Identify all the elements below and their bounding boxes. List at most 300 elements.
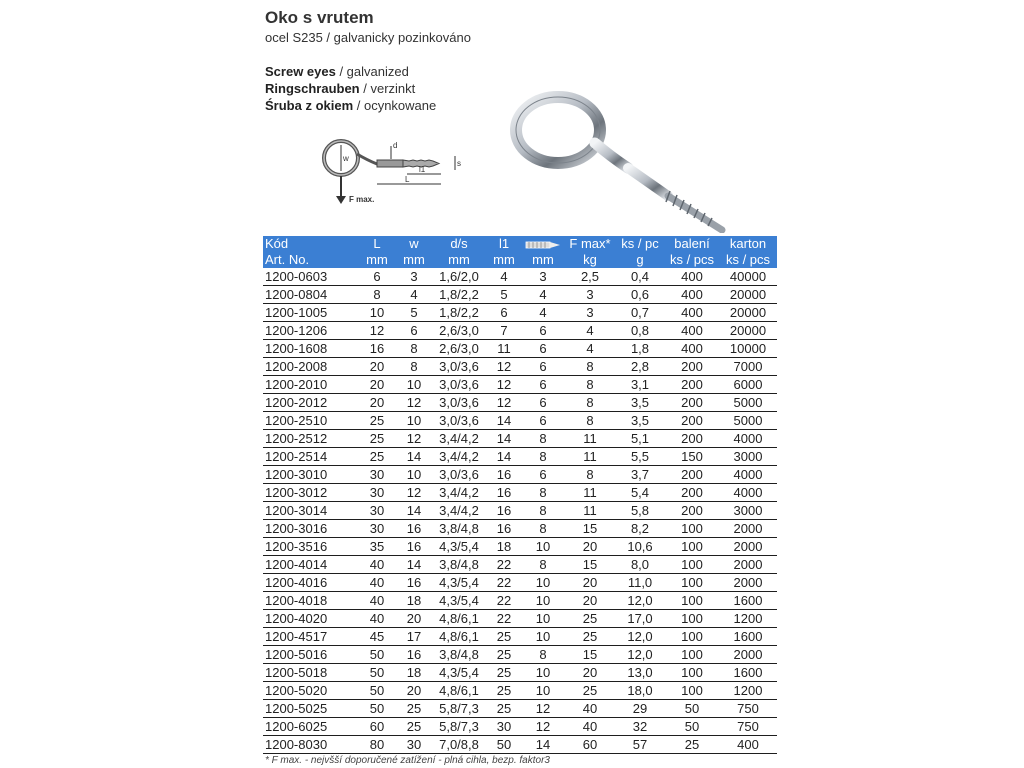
table-cell: 15: [565, 646, 615, 664]
table-cell: 100: [665, 574, 719, 592]
table-cell: 1600: [719, 628, 777, 646]
table-row: [263, 520, 777, 538]
table-cell: 2000: [719, 520, 777, 538]
table-cell: 5000: [719, 412, 777, 430]
table-cell: 5,8/7,3: [431, 700, 487, 718]
table-cell: 1200-2012: [263, 394, 357, 412]
table-cell: 3,8/4,8: [431, 556, 487, 574]
table-cell: 50: [357, 664, 397, 682]
table-row: [263, 430, 777, 448]
table-cell: 8: [397, 358, 431, 376]
table-cell: 50: [665, 700, 719, 718]
table-cell: 4: [565, 340, 615, 358]
table-cell: 10: [397, 466, 431, 484]
table-cell: 100: [665, 628, 719, 646]
table-cell: 8: [565, 376, 615, 394]
table-cell: 25: [397, 700, 431, 718]
table-cell: 40: [357, 610, 397, 628]
table-cell: 6: [521, 322, 565, 340]
table-cell: 200: [665, 412, 719, 430]
table-row: [263, 718, 777, 736]
table-cell: 3,1: [615, 376, 665, 394]
table-cell: 1200-5018: [263, 664, 357, 682]
table-cell: 4,3/5,4: [431, 592, 487, 610]
table-cell: 1200-1608: [263, 340, 357, 358]
table-cell: 2,8: [615, 358, 665, 376]
table-cell: 25: [565, 610, 615, 628]
table-cell: 8,2: [615, 520, 665, 538]
table-cell: 20: [357, 358, 397, 376]
table-cell: 100: [665, 538, 719, 556]
table-row: [263, 394, 777, 412]
table-header-row: [263, 236, 777, 252]
table-row: [263, 412, 777, 430]
header-unit-pack: ks / pcs: [669, 252, 715, 267]
table-cell: 2,5: [565, 268, 615, 286]
header-unit-plug: mm: [532, 252, 554, 267]
table-cell: 0,6: [615, 286, 665, 304]
diagram-L-label: L: [405, 175, 410, 184]
table-cell: 2,6/3,0: [431, 340, 487, 358]
table-cell: 400: [665, 304, 719, 322]
table-cell: 20000: [719, 286, 777, 304]
table-cell: 8: [565, 394, 615, 412]
table-cell: 1,8/2,2: [431, 304, 487, 322]
table-cell: 3,4/4,2: [431, 502, 487, 520]
table-cell: 5,8: [615, 502, 665, 520]
table-cell: 1,8/2,2: [431, 286, 487, 304]
table-cell: 8: [357, 286, 397, 304]
table-cell: 10: [397, 412, 431, 430]
table-cell: 30: [357, 484, 397, 502]
table-cell: 60: [357, 718, 397, 736]
table-cell: 1200: [719, 610, 777, 628]
table-cell: 3,8/4,8: [431, 520, 487, 538]
table-cell: 4,3/5,4: [431, 664, 487, 682]
table-cell: 25: [487, 700, 521, 718]
table-cell: 4000: [719, 484, 777, 502]
table-cell: 22: [487, 574, 521, 592]
table-row: [263, 466, 777, 484]
header-code: Kód: [265, 236, 289, 251]
table-cell: 20: [357, 394, 397, 412]
table-cell: 150: [665, 448, 719, 466]
diagram-d-label: d: [393, 141, 398, 150]
header-unit-fmax: kg: [583, 252, 597, 267]
table-cell: 200: [665, 376, 719, 394]
table-cell: 3,0/3,6: [431, 358, 487, 376]
table-row: [263, 592, 777, 610]
table-cell: 3: [565, 286, 615, 304]
translation-pl: [265, 98, 436, 113]
table-cell: 10: [521, 592, 565, 610]
table-row: [263, 736, 777, 754]
table-cell: 8: [565, 358, 615, 376]
header-unit-l1: mm: [493, 252, 515, 267]
product-spec-table: [263, 236, 777, 754]
table-cell: 30: [357, 520, 397, 538]
table-row: [263, 502, 777, 520]
header-unit-w: mm: [403, 252, 425, 267]
table-cell: 16: [487, 520, 521, 538]
table-cell: 20000: [719, 304, 777, 322]
table-cell: 10: [521, 628, 565, 646]
table-cell: 1200-3516: [263, 538, 357, 556]
table-cell: 1200-4016: [263, 574, 357, 592]
table-cell: 7,0/8,8: [431, 736, 487, 754]
table-cell: 1200-5016: [263, 646, 357, 664]
table-cell: 25: [565, 628, 615, 646]
table-cell: 25: [357, 430, 397, 448]
table-cell: 4: [565, 322, 615, 340]
table-cell: 10: [521, 664, 565, 682]
table-cell: 6: [521, 412, 565, 430]
table-row: [263, 340, 777, 358]
table-cell: 6: [521, 394, 565, 412]
table-cell: 6: [521, 466, 565, 484]
table-cell: 25: [565, 682, 615, 700]
table-cell: 8: [521, 520, 565, 538]
table-cell: 3,4/4,2: [431, 430, 487, 448]
table-cell: 11: [487, 340, 521, 358]
table-cell: 12: [487, 394, 521, 412]
table-cell: 1200-2008: [263, 358, 357, 376]
table-cell: 100: [665, 664, 719, 682]
table-cell: 4,8/6,1: [431, 628, 487, 646]
table-cell: 20: [397, 682, 431, 700]
translation-pl-rest: / ocynkowane: [353, 98, 437, 113]
table-cell: 60: [565, 736, 615, 754]
table-cell: 50: [487, 736, 521, 754]
table-cell: 6000: [719, 376, 777, 394]
table-cell: 200: [665, 466, 719, 484]
header-carton: karton: [729, 236, 767, 251]
screw-eye-photo: [500, 88, 740, 233]
diagram-s-label: s: [457, 159, 461, 168]
translation-de-bold: Ringschrauben: [265, 81, 360, 96]
table-cell: 25: [357, 448, 397, 466]
table-cell: 25: [487, 628, 521, 646]
table-cell: 8: [565, 466, 615, 484]
header-fmax: F max*: [569, 236, 611, 251]
table-cell: 50: [357, 682, 397, 700]
table-cell: 10: [521, 610, 565, 628]
table-cell: 18: [487, 538, 521, 556]
table-cell: 14: [397, 556, 431, 574]
header-plug: [521, 236, 565, 252]
table-cell: 8: [521, 430, 565, 448]
table-cell: 0,8: [615, 322, 665, 340]
table-cell: 25: [357, 412, 397, 430]
table-cell: 8: [565, 412, 615, 430]
table-cell: 1200-3016: [263, 520, 357, 538]
table-cell: 22: [487, 610, 521, 628]
table-cell: 30: [357, 466, 397, 484]
table-cell: 18: [397, 592, 431, 610]
table-cell: 4: [521, 286, 565, 304]
table-cell: 5: [487, 286, 521, 304]
product-title: Oko s vrutem: [265, 8, 374, 27]
table-cell: 6: [487, 304, 521, 322]
table-cell: 14: [397, 502, 431, 520]
table-cell: 5,4: [615, 484, 665, 502]
table-cell: 5,1: [615, 430, 665, 448]
table-row: [263, 646, 777, 664]
table-cell: 200: [665, 430, 719, 448]
table-cell: 14: [521, 736, 565, 754]
table-cell: 400: [665, 340, 719, 358]
table-row: [263, 556, 777, 574]
translation-de: [265, 81, 415, 96]
table-cell: 750: [719, 700, 777, 718]
header-ds: d/s: [450, 236, 468, 251]
table-cell: 3,4/4,2: [431, 484, 487, 502]
table-cell: 1200-1005: [263, 304, 357, 322]
table-row: [263, 448, 777, 466]
table-cell: 1200-4020: [263, 610, 357, 628]
table-cell: 0,7: [615, 304, 665, 322]
table-cell: 1200-6025: [263, 718, 357, 736]
table-row: [263, 286, 777, 304]
header-pack: balení: [674, 236, 710, 251]
table-cell: 11: [565, 502, 615, 520]
table-cell: 4000: [719, 430, 777, 448]
diagram-w-label: w: [343, 154, 349, 163]
table-cell: 1200-4018: [263, 592, 357, 610]
table-cell: 20: [565, 538, 615, 556]
table-cell: 11: [565, 484, 615, 502]
table-cell: 16: [357, 340, 397, 358]
table-cell: 12: [487, 358, 521, 376]
table-cell: 4,3/5,4: [431, 538, 487, 556]
table-row: [263, 628, 777, 646]
table-cell: 1200-8030: [263, 736, 357, 754]
table-cell: 12: [521, 718, 565, 736]
table-cell: 20: [357, 376, 397, 394]
table-cell: 14: [487, 412, 521, 430]
table-cell: 200: [665, 394, 719, 412]
table-cell: 3,0/3,6: [431, 412, 487, 430]
table-cell: 10: [357, 304, 397, 322]
table-cell: 1200-2514: [263, 448, 357, 466]
table-cell: 3: [397, 268, 431, 286]
translation-de-rest: / verzinkt: [359, 81, 416, 96]
table-cell: 1200-4014: [263, 556, 357, 574]
table-cell: 1200-4517: [263, 628, 357, 646]
table-cell: 40: [357, 556, 397, 574]
table-cell: 3: [565, 304, 615, 322]
table-cell: 4000: [719, 466, 777, 484]
table-cell: 5: [397, 304, 431, 322]
table-cell: 5,5: [615, 448, 665, 466]
table-cell: 80: [357, 736, 397, 754]
table-cell: 12: [521, 700, 565, 718]
table-cell: 4: [397, 286, 431, 304]
table-cell: 1600: [719, 592, 777, 610]
table-cell: 6: [521, 376, 565, 394]
table-cell: 400: [665, 322, 719, 340]
table-cell: 750: [719, 718, 777, 736]
table-cell: 12,0: [615, 592, 665, 610]
table-cell: 20: [565, 592, 615, 610]
table-cell: 40: [565, 718, 615, 736]
table-cell: 4,8/6,1: [431, 610, 487, 628]
table-cell: 16: [487, 484, 521, 502]
table-cell: 400: [719, 736, 777, 754]
table-cell: 40000: [719, 268, 777, 286]
table-cell: 400: [665, 268, 719, 286]
table-cell: 10: [521, 538, 565, 556]
table-row: [263, 538, 777, 556]
table-cell: 400: [665, 286, 719, 304]
table-cell: 5000: [719, 394, 777, 412]
table-cell: 3,4/4,2: [431, 448, 487, 466]
table-cell: 10,6: [615, 538, 665, 556]
table-cell: 11: [565, 448, 615, 466]
table-cell: 16: [397, 520, 431, 538]
table-cell: 2000: [719, 538, 777, 556]
table-cell: 3,0/3,6: [431, 394, 487, 412]
table-row: [263, 682, 777, 700]
table-cell: 30: [357, 502, 397, 520]
table-row: [263, 484, 777, 502]
table-cell: 14: [397, 448, 431, 466]
table-cell: 1200-0804: [263, 286, 357, 304]
table-cell: 25: [665, 736, 719, 754]
table-cell: 2000: [719, 646, 777, 664]
table-cell: 10: [397, 376, 431, 394]
table-cell: 40: [565, 700, 615, 718]
table-cell: 2,6/3,0: [431, 322, 487, 340]
table-cell: 1200-3014: [263, 502, 357, 520]
table-cell: 6: [357, 268, 397, 286]
table-cell: 40: [357, 592, 397, 610]
table-cell: 1,8: [615, 340, 665, 358]
table-cell: 50: [357, 700, 397, 718]
table-cell: 10: [521, 574, 565, 592]
table-cell: 30: [397, 736, 431, 754]
table-cell: 18,0: [615, 682, 665, 700]
table-cell: 1200-3010: [263, 466, 357, 484]
table-cell: 16: [397, 646, 431, 664]
table-cell: 3,0/3,6: [431, 376, 487, 394]
table-cell: 3,8/4,8: [431, 646, 487, 664]
table-cell: 14: [487, 448, 521, 466]
table-cell: 20: [565, 574, 615, 592]
table-cell: 100: [665, 592, 719, 610]
table-cell: 12: [397, 430, 431, 448]
table-cell: 22: [487, 592, 521, 610]
table-cell: 4,8/6,1: [431, 682, 487, 700]
table-cell: 11: [565, 430, 615, 448]
table-cell: 1,6/2,0: [431, 268, 487, 286]
table-row: [263, 574, 777, 592]
header-unit-ds: mm: [448, 252, 470, 267]
table-cell: 3,5: [615, 412, 665, 430]
table-cell: 3000: [719, 448, 777, 466]
table-cell: 7: [487, 322, 521, 340]
table-cell: 29: [615, 700, 665, 718]
table-cell: 3,5: [615, 394, 665, 412]
table-row: [263, 700, 777, 718]
table-cell: 12: [487, 376, 521, 394]
table-cell: 17: [397, 628, 431, 646]
table-cell: 10000: [719, 340, 777, 358]
table-header-units-row: [263, 252, 777, 268]
table-cell: 1200-5020: [263, 682, 357, 700]
table-row: [263, 664, 777, 682]
table-cell: 50: [357, 646, 397, 664]
table-cell: 200: [665, 358, 719, 376]
table-cell: 6: [521, 340, 565, 358]
table-cell: 16: [487, 502, 521, 520]
table-cell: 16: [487, 466, 521, 484]
table-cell: 4,3/5,4: [431, 574, 487, 592]
header-weight: ks / pc: [621, 236, 659, 251]
table-cell: 2000: [719, 574, 777, 592]
table-cell: 12,0: [615, 628, 665, 646]
table-cell: 13,0: [615, 664, 665, 682]
header-unit-carton: ks / pcs: [725, 252, 771, 267]
table-cell: 1200-5025: [263, 700, 357, 718]
table-cell: 3000: [719, 502, 777, 520]
table-cell: 25: [487, 664, 521, 682]
translation-pl-bold: Śruba z okiem: [265, 98, 354, 113]
table-cell: 7000: [719, 358, 777, 376]
table-cell: 11,0: [615, 574, 665, 592]
table-cell: 15: [565, 520, 615, 538]
table-cell: 12: [357, 322, 397, 340]
table-cell: 100: [665, 520, 719, 538]
table-cell: 3,7: [615, 466, 665, 484]
table-cell: 100: [665, 646, 719, 664]
dimension-diagram: [305, 134, 485, 206]
table-cell: 6: [397, 322, 431, 340]
header-L: L: [373, 236, 381, 251]
table-cell: 57: [615, 736, 665, 754]
table-cell: 8: [397, 340, 431, 358]
table-cell: 25: [397, 718, 431, 736]
table-cell: 17,0: [615, 610, 665, 628]
table-cell: 45: [357, 628, 397, 646]
table-row: [263, 376, 777, 394]
table-cell: 1200-2512: [263, 430, 357, 448]
table-cell: 100: [665, 610, 719, 628]
translation-en: [265, 64, 409, 79]
translation-en-rest: / galvanized: [335, 64, 409, 79]
table-cell: 12,0: [615, 646, 665, 664]
table-cell: 8: [521, 502, 565, 520]
table-cell: 8: [521, 556, 565, 574]
table-row: [263, 610, 777, 628]
table-row: [263, 268, 777, 286]
table-cell: 18: [397, 664, 431, 682]
table-cell: 0,4: [615, 268, 665, 286]
table-cell: 100: [665, 682, 719, 700]
table-cell: 16: [397, 538, 431, 556]
table-cell: 1200: [719, 682, 777, 700]
table-cell: 20: [565, 664, 615, 682]
table-cell: 1200-3012: [263, 484, 357, 502]
table-cell: 6: [521, 358, 565, 376]
table-cell: 40: [357, 574, 397, 592]
diagram-l1-label: l1: [419, 165, 426, 174]
header-unit-code: Art. No.: [265, 252, 310, 267]
header-w: w: [409, 236, 419, 251]
table-cell: 25: [487, 646, 521, 664]
table-body: [263, 268, 777, 754]
table-cell: 8,0: [615, 556, 665, 574]
